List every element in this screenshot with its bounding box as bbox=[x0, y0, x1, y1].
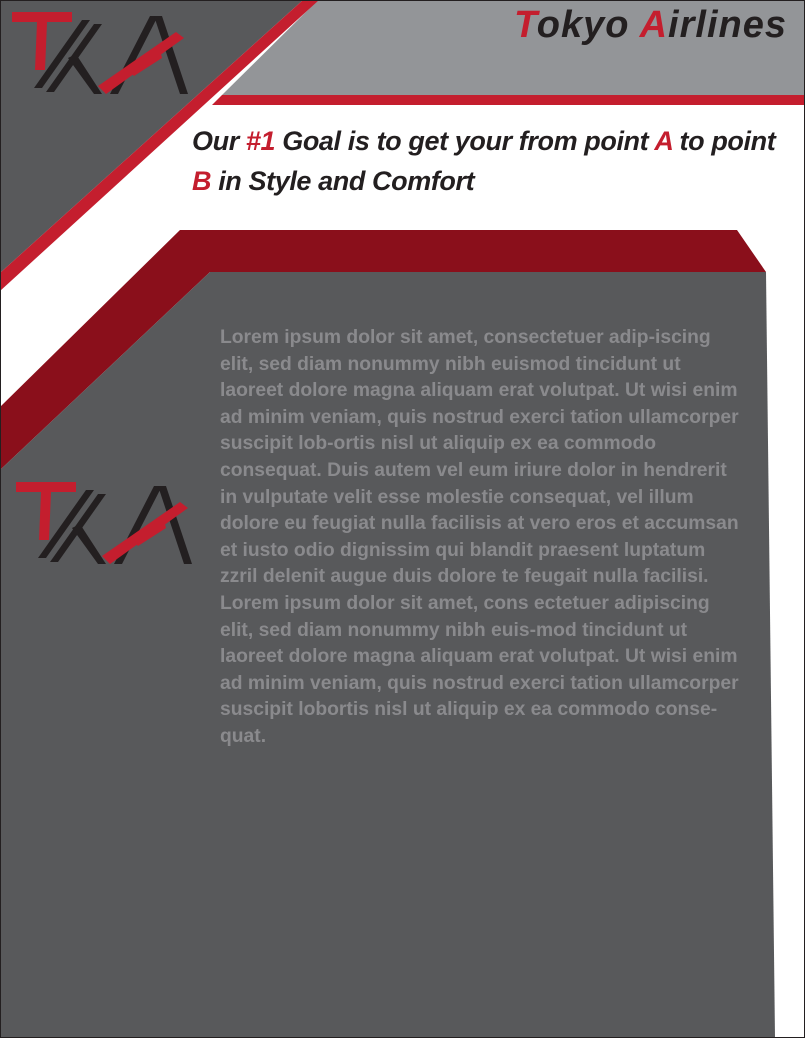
header-red-rule bbox=[212, 95, 805, 105]
brand-initial-t: T bbox=[513, 4, 537, 46]
brand-initial-a: A bbox=[639, 4, 669, 46]
tagline-text: to point bbox=[672, 126, 776, 156]
brand-title bbox=[514, 4, 787, 47]
tagline-text: in Style and Comfort bbox=[211, 166, 475, 196]
tagline-highlight-number: #1 bbox=[245, 126, 276, 156]
body-text bbox=[220, 325, 740, 751]
logo-letter-t bbox=[16, 482, 76, 540]
logo-letter-t bbox=[12, 12, 72, 70]
body-paragraph-2: Lorem ipsum dolor sit amet, cons ectetuer adipiscing elit, sed diam nonummy nibh euis-mod tincidunt ut laoreet dolore magna aliquam erat volutpat. Ut wisi enim ad minim veniam, quis nostrud exerci tation ullamcorper suscipit lobortis nisl ut aliquip ex ea commodo conse-quat. bbox=[220, 592, 739, 747]
brand-text-irlines: irlines bbox=[668, 4, 787, 46]
tka-logo-secondary-icon bbox=[14, 480, 194, 568]
tagline-text: Our bbox=[192, 126, 246, 156]
tagline-text: Goal is to get your from point bbox=[275, 126, 655, 156]
tagline-highlight-a: A bbox=[654, 126, 673, 156]
brand-text-okyo: okyo bbox=[536, 4, 640, 46]
tagline bbox=[192, 121, 797, 201]
body-paragraph-1: Lorem ipsum dolor sit amet, consectetuer adip-iscing elit, sed diam nonummy nibh euismod tincidunt ut laoreet dolore magna aliquam erat volutpat. Ut wisi enim ad minim veniam, quis nostrud exerci tation ullamcorper suscipit lob-ortis nisl ut aliquip ex ea commodo consequat. Duis autem vel eum iriure dolor in hendrerit in vulputate velit esse molestie consequat, vel illum dolore eu feugiat nulla facilisis at vero eros et accumsan et iusto odio dignissim qui blandit praesent luptatum zzril delenit augue duis dolore te feugait nulla facilisi. bbox=[220, 327, 739, 588]
tagline-highlight-b: B bbox=[192, 166, 212, 196]
tka-logo-icon bbox=[10, 10, 190, 98]
